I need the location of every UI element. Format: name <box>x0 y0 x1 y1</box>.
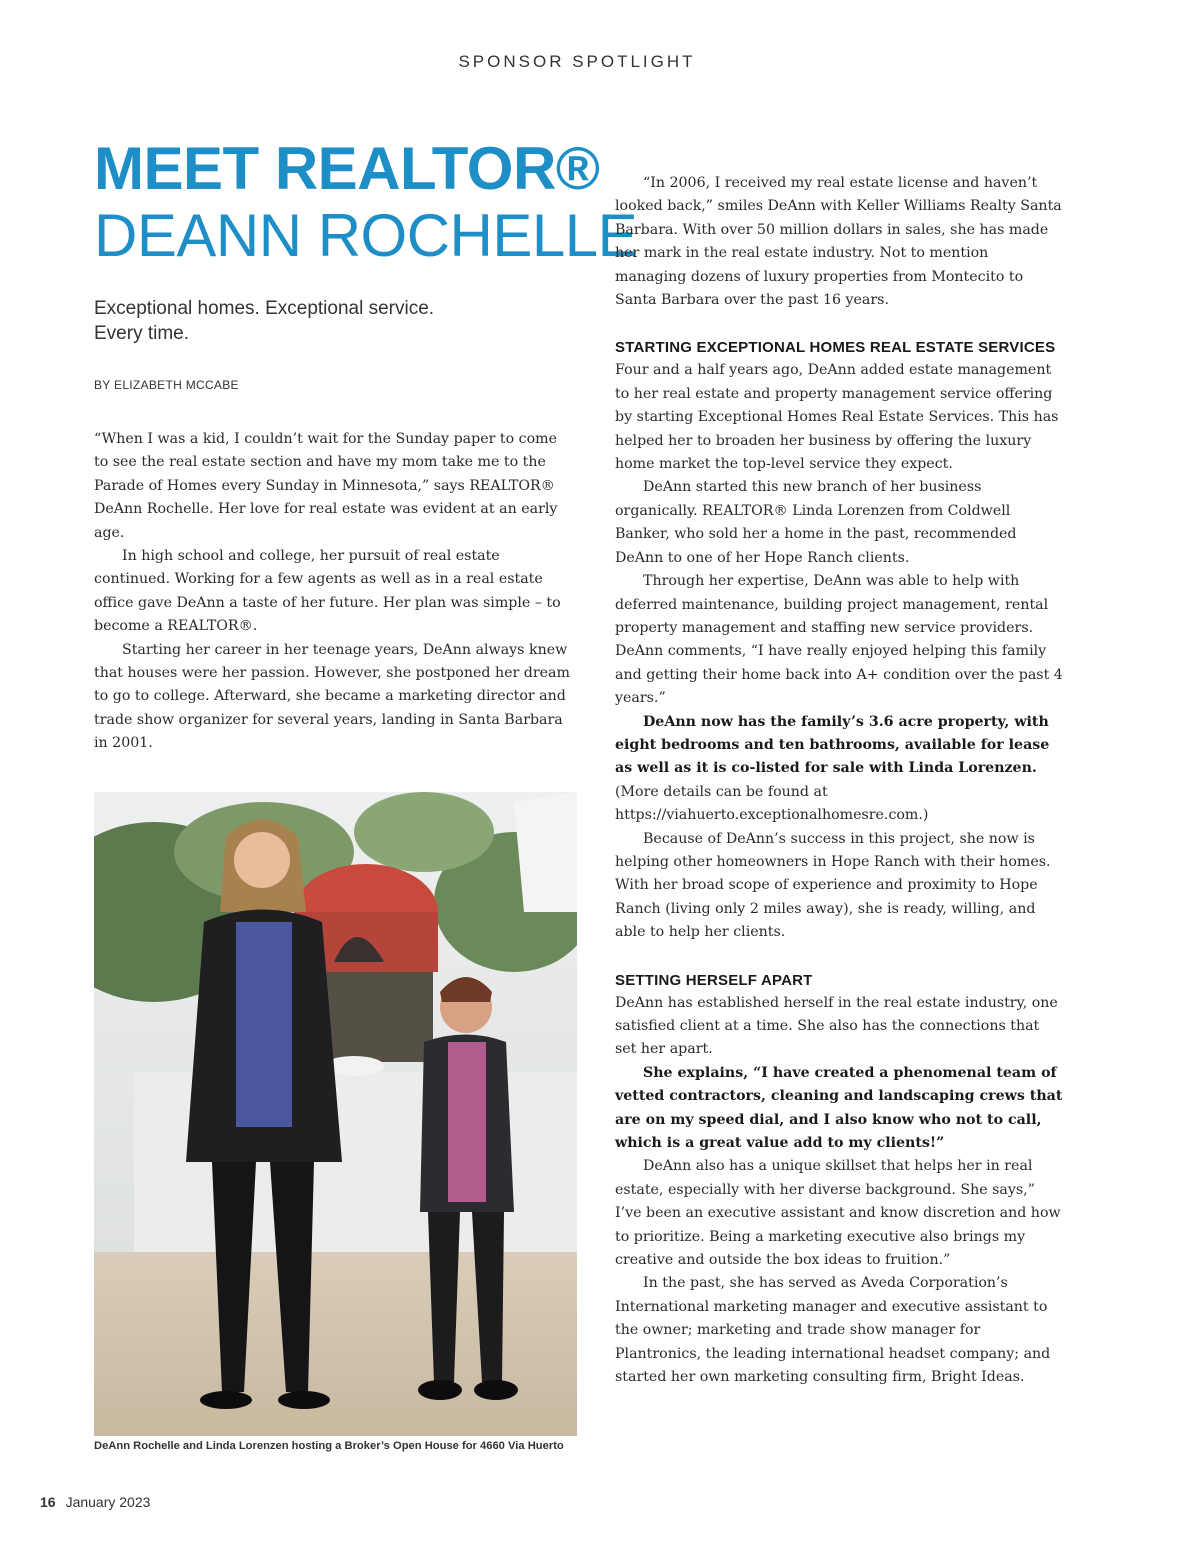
paragraph: Because of DeAnn’s success in this project, she now is helping other homeowners in Hope Ranch with their homes. With her broad scope of experience and proximity to Hope Ranch (living only 2 miles away), she is ready, willing, and able to help her clients. <box>615 830 1051 941</box>
paragraph: Starting her career in her teenage years, DeAnn always knew that houses were her passion. However, she postponed her dream to go to college. Afterward, she became a marketing director and trade show organizer for several years, landing in Santa Barbara in 2001. <box>94 641 570 752</box>
byline: BY ELIZABETH MCCABE <box>94 378 239 392</box>
section-heading: SETTING HERSELF APART <box>615 971 813 989</box>
paragraph: In high school and college, her pursuit of real estate continued. Working for a few agents as well as in a real estate office gave DeAnn a taste of her future. Her plan was simple – to become a REALTOR®. <box>94 548 561 635</box>
paragraph: “When I was a kid, I couldn’t wait for the Sunday paper to come to see the real estate section and have my mom take me to the Parade of Homes every Sunday in Minnesota,” says REALTOR® DeAnn Rochelle. Her love for real estate was evident at an early age. <box>94 431 558 541</box>
paragraph: DeAnn started this new branch of her business organically. REALTOR® Linda Lorenzen from Coldwell Banker, who sold her a home in the past, recommended DeAnn to one of her Hope Ranch clients. <box>615 479 1017 566</box>
article-title-line-2: DEANN ROCHELLE <box>94 202 638 269</box>
section-label: SPONSOR SPOTLIGHT <box>458 52 696 71</box>
paragraph <box>615 711 1063 828</box>
section-heading: STARTING EXCEPTIONAL HOMES REAL ESTATE SERVICES <box>615 339 1056 357</box>
paragraph: Four and a half years ago, DeAnn added estate management to her real estate and property management service offering by starting Exceptional Homes Real Estate Services. This has helped her to broaden her business by offering the luxury home market the top-level service they expect. <box>615 362 1059 473</box>
article-photo <box>94 792 577 1436</box>
photo-caption: DeAnn Rochelle and Linda Lorenzen hosting a Broker’s Open House for 4660 Via Huerto <box>94 1440 564 1452</box>
subtitle-line-1: Exceptional homes. Exceptional service. <box>94 298 435 319</box>
paragraph: “In 2006, I received my real estate license and haven’t looked back,” smiles DeAnn with Keller Williams Realty Santa Barbara. With over 50 million dollars in sales, she has made her mark in the real estate industry. Not to mention managing dozens of luxury properties from Montecito to Santa Barbara over the past 16 years. <box>615 175 1062 309</box>
page-footer <box>40 1494 150 1510</box>
article-subtitle <box>94 296 564 346</box>
right-column <box>615 172 1063 1390</box>
paragraph-text: (More details can be found at https://viahuerto.exceptionalhomesre.com.) <box>615 783 929 824</box>
left-column <box>94 428 572 756</box>
bold-text: DeAnn now has the family’s 3.6 acre property, with eight bedrooms and ten bathrooms, available for lease as well as it is co-listed for sale with Linda Lorenzen. <box>615 713 1050 777</box>
page-number: 16 <box>40 1494 56 1510</box>
article-title-line-1: MEET REALTOR® <box>94 135 600 202</box>
paragraph <box>615 1062 1063 1156</box>
paragraph: Through her expertise, DeAnn was able to help with deferred maintenance, building project management, rental property management and staffing new service providers. DeAnn comments, “I have really enjoyed helping this family and getting their home back into A+ condition over the past 4 years.” <box>615 573 1063 707</box>
paragraph: In the past, she has served as Aveda Corporation’s International marketing manager and executive assistant to the owner; marketing and trade show manager for Plantronics, the leading international headset company; and started her own marketing consulting firm, Bright Ideas. <box>615 1275 1051 1386</box>
paragraph: DeAnn also has a unique skillset that helps her in real estate, especially with her diverse background. She says,” I’ve been an executive assistant and know discretion and how to prioritize. Being a marketing executive also brings my creative and outside the box ideas to fruition.” <box>615 1158 1061 1269</box>
paragraph: DeAnn has established herself in the real estate industry, one satisfied client at a time. She also has the connections that set her apart. <box>615 994 1058 1058</box>
issue-date: January 2023 <box>65 1494 151 1510</box>
bold-text: She explains, “I have created a phenomenal team of vetted contractors, cleaning and landscaping crews that are on my speed dial, and I also know who not to call, which is a great value add to my clients!” <box>615 1064 1063 1152</box>
photo-illustration <box>94 792 577 1436</box>
subtitle-line-2: Every time. <box>94 323 190 344</box>
